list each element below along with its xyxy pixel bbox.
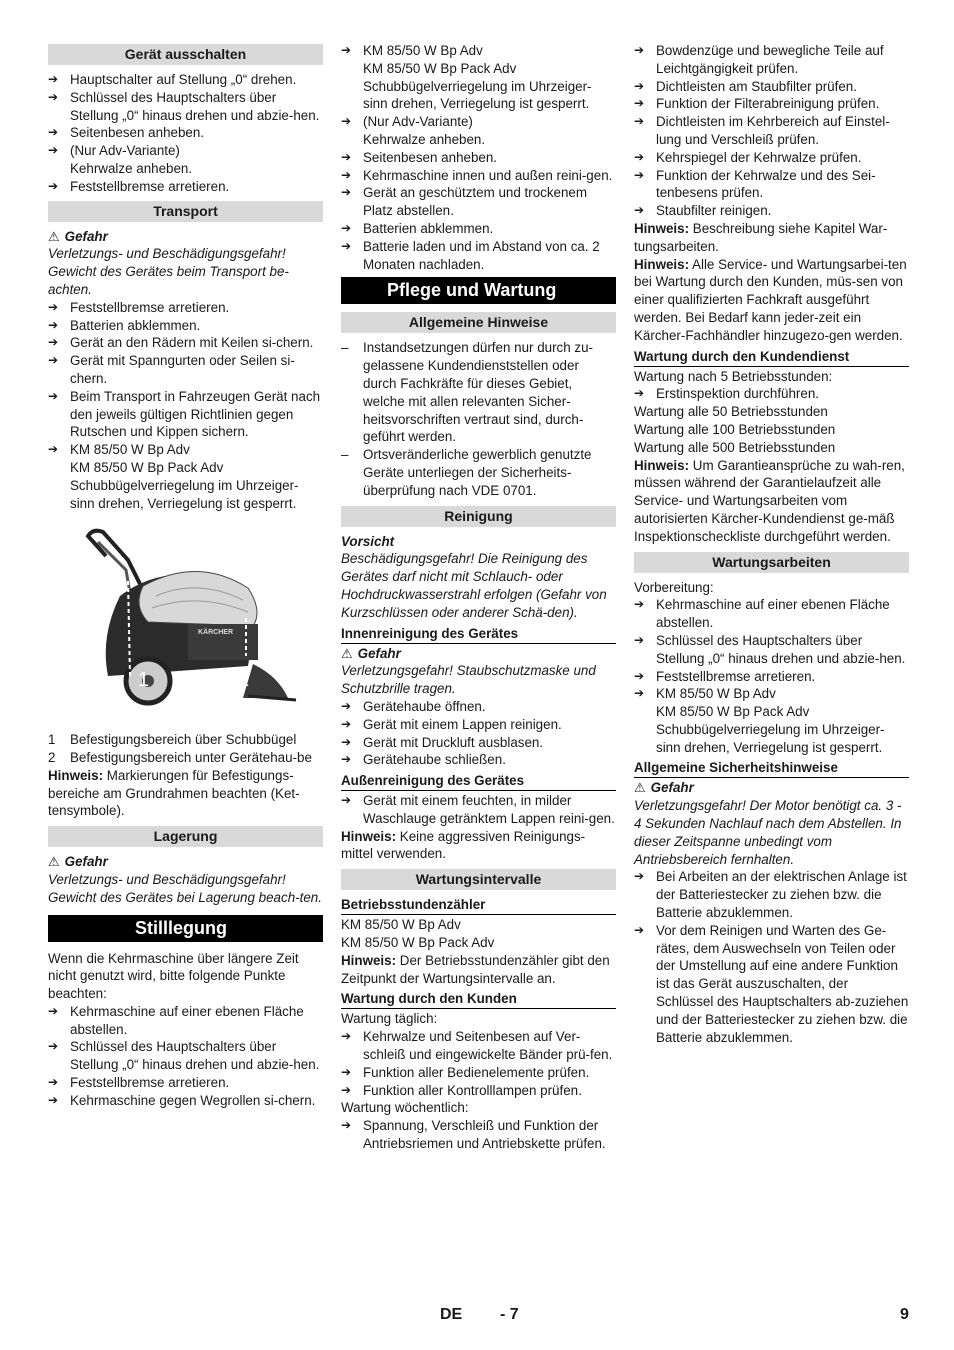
list-item: ➔ (Nur Adv-Variante) (48, 143, 180, 159)
list-item: ➔ Seitenbesen anheben. (341, 149, 498, 165)
arrow-icon: ➔ (48, 178, 59, 193)
list-item: ➔ Feststellbremse arretieren. (48, 178, 230, 194)
paragraph: Wenn die Kehrmaschine über längere Zeit nicht genutzt wird, bitte folgende Punkte beachten: (48, 950, 299, 1002)
hinweis-paragraph: Hinweis: Der Betriebsstundenzähler gibt den Zeitpunkt der Wartungsintervalle an. (341, 952, 610, 986)
subheading-wartung-kunde: Wartung durch den Kunden (341, 990, 616, 1009)
paragraph: Wartung wöchentlich: (341, 1100, 469, 1116)
arrow-icon: ➔ (341, 1082, 352, 1097)
arrow-icon: ➔ (341, 716, 352, 731)
list-item: ➔ Kehrmaschine auf einer ebenen Fläche abstellen. (634, 597, 890, 631)
heading-lagerung: Lagerung (48, 826, 323, 847)
arrow-icon: ➔ (341, 698, 352, 713)
list-item: ➔ Feststellbremse arretieren. (48, 1075, 230, 1091)
arrow-icon: ➔ (634, 386, 645, 401)
subheading-sicherheitshinweise: Allgemeine Sicherheitshinweise (634, 759, 909, 778)
arrow-icon: ➔ (634, 43, 645, 57)
figure-label-1: 1 (138, 669, 150, 692)
column-1 (48, 42, 323, 1110)
subheading-wartung-kundendienst: Wartung durch den Kundendienst (634, 348, 909, 367)
arrow-icon: ➔ (48, 1075, 59, 1090)
legend-item: 1 Befestigungsbereich über Schubbügel (48, 732, 297, 748)
list-item: ➔ KM 85/50 W Bp Adv (48, 442, 190, 458)
arrow-icon: ➔ (634, 922, 645, 937)
heading-pflege-und-wartung: Pflege und Wartung (341, 277, 616, 304)
list-item-continuation: Kehrwalze anheben. (70, 160, 193, 176)
caution-text: Beschädigungsgefahr! Die Reinigung des Gerätes darf nicht mit Schlauch- oder Hochdruckwasserstrahl erfolgen (Gefahr von Kurzschlüssen oder anderer Schä-den). (341, 551, 607, 620)
list-item: ➔ Spannung, Verschleiß und Funktion der Antriebsriemen und Antriebskette prüfen. (341, 1118, 606, 1152)
list-item: ➔ Erstinspektion durchführen. (634, 386, 820, 402)
sweeper-figure (48, 526, 323, 716)
legend-item: 2 Befestigungsbereich unter Gerätehau-be (48, 749, 312, 765)
paragraph: Wartung alle 50 Betriebsstunden (634, 404, 828, 420)
figure-label-2: 2 (238, 669, 250, 692)
paragraph: Vorbereitung: (634, 579, 714, 595)
arrow-icon: ➔ (341, 149, 352, 164)
list-item: ➔ Schlüssel des Hauptschalters über Stellung „0“ hinaus drehen und abzie-hen. (634, 632, 906, 666)
arrow-icon: ➔ (341, 1118, 352, 1133)
arrow-icon: ➔ (48, 1039, 59, 1054)
list-item: ➔ Kehrwalze und Seitenbesen auf Ver-schleiß und eingewickelte Bänder prü-fen. (341, 1029, 613, 1063)
subheading-aussenreinigung: Außenreinigung des Gerätes (341, 772, 616, 791)
list-item: ➔ Kehrmaschine gegen Wegrollen si-chern. (48, 1092, 316, 1108)
list-item: ➔ (Nur Adv-Variante) (341, 114, 473, 130)
list-item: ➔ Gerät an geschütztem und trockenem Platz abstellen. (341, 185, 588, 219)
footer-page-number: 9 (900, 1306, 909, 1323)
brand-logo: KÄRCHER (198, 629, 233, 637)
list-item: ➔ Kehrmaschine auf einer ebenen Fläche abstellen. (48, 1003, 304, 1037)
warning-triangle-icon: ⚠ (48, 228, 60, 244)
list-item: ➔ Batterie laden und im Abstand von ca. 2 Monaten nachladen. (341, 238, 600, 272)
arrow-icon: ➔ (48, 1003, 59, 1018)
arrow-icon: ➔ (48, 317, 59, 332)
arrow-icon: ➔ (341, 114, 352, 129)
arrow-icon: ➔ (48, 72, 59, 86)
list-item: ➔ Kehrmaschine innen und außen reini-gen. (341, 167, 613, 183)
arrow-icon: ➔ (634, 149, 645, 164)
arrow-icon: ➔ (341, 734, 352, 749)
arrow-icon: ➔ (634, 869, 645, 884)
arrow-icon: ➔ (634, 203, 645, 218)
arrow-icon: ➔ (634, 632, 645, 647)
list-item: – Instandsetzungen dürfen nur durch zu-gelassene Kundendienststellen oder durch Fachkräfte für dieses Gebiet, welche mit allen relevanten Sicher-heitsvorschriften vertraut sind, durch-geführt werden. (341, 340, 594, 445)
list-item: ➔ Funktion aller Kontrolllampen prüfen. (341, 1082, 582, 1098)
arrow-icon: ➔ (634, 96, 645, 111)
list-item: ➔ Gerät mit einem Lappen reinigen. (341, 716, 562, 732)
hinweis-paragraph: Hinweis: Keine aggressiven Reinigungs-mittel verwenden. (341, 828, 586, 862)
paragraph: Wartung alle 500 Betriebsstunden (634, 439, 836, 455)
heading-wartungsintervalle: Wartungsintervalle (341, 869, 616, 890)
list-item: ➔ Seitenbesen anheben. (48, 125, 205, 141)
arrow-icon: ➔ (48, 143, 59, 158)
arrow-icon: ➔ (341, 43, 352, 57)
list-item: ➔ Staubfilter reinigen. (634, 203, 772, 219)
hinweis-paragraph: Hinweis: Um Garantieansprüche zu wah-ren, müssen während der Garantielaufzeit alle Service- und Wartungsarbeiten vom autorisierten Kärcher-Kundendienst ge-mäß Inspektionscheckliste durchgeführt werden. (634, 457, 905, 544)
list-item: ➔ KM 85/50 W Bp Adv (341, 43, 483, 58)
arrow-icon: ➔ (634, 114, 645, 129)
list-item: ➔ Gerät mit Druckluft ausblasen. (341, 734, 544, 750)
warning-triangle-icon: ⚠ (341, 645, 353, 661)
arrow-icon: ➔ (341, 220, 352, 235)
list-item: ➔ Gerät an den Rädern mit Keilen si-chern. (48, 335, 314, 351)
list-item-continuation: Schubbügelverriegelung im Uhrzeiger-sinn drehen, Verriegelung ist gesperrt. (656, 721, 885, 755)
list-item-continuation: KM 85/50 W Bp Pack Adv (363, 60, 517, 76)
caution-title: Vorsicht (341, 533, 395, 549)
warning-title: ⚠ Gefahr (634, 780, 694, 796)
arrow-icon: ➔ (341, 1064, 352, 1079)
heading-wartungsarbeiten: Wartungsarbeiten (634, 552, 909, 573)
heading-geraet-ausschalten: Gerät ausschalten (48, 44, 323, 65)
list-item: ➔ Gerätehaube schließen. (341, 752, 506, 768)
subheading-innenreinigung: Innenreinigung des Gerätes (341, 625, 616, 644)
arrow-icon: ➔ (341, 167, 352, 182)
arrow-icon: ➔ (48, 353, 59, 368)
arrow-icon: ➔ (341, 1029, 352, 1044)
hinweis-paragraph: Hinweis: Alle Service- und Wartungsarbei-ten bei Wartung durch den Kunden, müs-sen von einer qualifizierten Fachkraft ausgeführt werden. Bei Bedarf kann jeder-zeit ein Kärcher-Fachhändler hinzugezo-gen werden. (634, 256, 907, 343)
list-item: ➔ Gerätehaube öffnen. (341, 698, 486, 714)
model-line: KM 85/50 W Bp Adv (341, 917, 461, 933)
arrow-icon: ➔ (341, 793, 352, 808)
list-item: – Ortsveränderliche gewerblich genutzte Geräte unterliegen der Sicherheits-überprüfung nach VDE 0701. (341, 447, 592, 498)
list-item: ➔ Schlüssel des Hauptschalters über Stellung „0“ hinaus drehen und abzie-hen. (48, 1039, 320, 1073)
list-item-continuation: Schubbügelverriegelung im Uhrzeiger-sinn drehen, Verriegelung ist gesperrt. (363, 78, 592, 112)
list-item: ➔ Hauptschalter auf Stellung „0“ drehen. (48, 72, 297, 87)
paragraph: Wartung nach 5 Betriebsstunden: (634, 368, 833, 384)
warning-title: ⚠ Gefahr (48, 228, 108, 244)
arrow-icon: ➔ (48, 125, 59, 140)
arrow-icon: ➔ (341, 185, 352, 200)
warning-text: Verletzungsgefahr! Der Motor benötigt ca. 3 - 4 Sekunden Nachlauf nach dem Abstellen. In dieser Zeitspanne unbedingt vom Antriebsbereich fernhalten. (634, 798, 902, 867)
arrow-icon: ➔ (634, 167, 645, 182)
warning-triangle-icon: ⚠ (48, 854, 60, 870)
arrow-icon: ➔ (48, 89, 59, 104)
list-item: ➔ Schlüssel des Hauptschalters über Stellung „0“ hinaus drehen und abzie-hen. (48, 89, 320, 123)
model-line: KM 85/50 W Bp Pack Adv (341, 935, 495, 951)
column-2 (341, 42, 616, 1153)
footer-page-ref: - 7 (500, 1306, 519, 1323)
heading-transport: Transport (48, 201, 323, 222)
list-item: ➔ Batterien abklemmen. (48, 317, 201, 333)
list-item: ➔ Funktion der Filterabreinigung prüfen. (634, 96, 880, 112)
paragraph: Wartung täglich: (341, 1011, 438, 1027)
arrow-icon: ➔ (634, 668, 645, 683)
heading-allgemeine-hinweise: Allgemeine Hinweise (341, 312, 616, 333)
paragraph: Wartung alle 100 Betriebsstunden (634, 421, 836, 437)
list-item: ➔ Gerät mit Spanngurten oder Seilen si-chern. (48, 353, 295, 386)
list-item: ➔ Bei Arbeiten an der elektrischen Anlage ist der Batteriestecker zu ziehen bzw. die Batterie abzuklemmen. (634, 869, 907, 921)
warning-text: Verletzungs- und Beschädigungsgefahr! Gewicht des Gerätes beim Transport be-achten. (48, 246, 289, 297)
warning-title: ⚠ Gefahr (341, 645, 401, 661)
list-item: ➔ Dichtleisten im Kehrbereich auf Einstel-lung und Verschleiß prüfen. (634, 114, 890, 147)
hinweis-paragraph: Hinweis: Markierungen für Befestigungs-bereiche am Grundrahmen beachten (Ket-tensymbole). (48, 767, 300, 819)
arrow-icon: ➔ (341, 752, 352, 767)
warning-title: ⚠ Gefahr (48, 854, 108, 870)
list-item: ➔ Gerät mit einem feuchten, in milder Waschlauge getränktem Lappen reini-gen. (341, 793, 615, 826)
arrow-icon: ➔ (48, 335, 59, 350)
list-item: ➔ Feststellbremse arretieren. (634, 668, 816, 684)
list-item-continuation: KM 85/50 W Bp Pack Adv (70, 459, 224, 475)
heading-stilllegung: Stilllegung (48, 915, 323, 942)
list-item: ➔ Funktion der Kehrwalze und des Sei-tenbesens prüfen. (634, 167, 876, 201)
subheading-betriebsstundenzaehler: Betriebsstundenzähler (341, 896, 616, 915)
list-item-continuation: Schubbügelverriegelung im Uhrzeiger-sinn drehen, Verriegelung ist gesperrt. (70, 477, 299, 511)
list-item: ➔ Dichtleisten am Staubfilter prüfen. (634, 78, 857, 94)
list-item-continuation: Kehrwalze anheben. (363, 131, 486, 147)
arrow-icon: ➔ (634, 597, 645, 612)
arrow-icon: ➔ (634, 78, 645, 93)
list-item-continuation: KM 85/50 W Bp Pack Adv (656, 704, 810, 720)
list-item: ➔ Beim Transport in Fahrzeugen Gerät nach den jeweils gültigen Richtlinien gegen Rutschen und Kippen sichern. (48, 388, 321, 440)
warning-text: Verletzungsgefahr! Staubschutzmaske und Schutzbrille tragen. (341, 663, 596, 697)
heading-reinigung: Reinigung (341, 506, 616, 527)
warning-triangle-icon: ⚠ (634, 780, 646, 796)
list-item: ➔ Funktion aller Bedienelemente prüfen. (341, 1064, 590, 1080)
list-item: ➔ Bowdenzüge und bewegliche Teile auf Leichtgängigkeit prüfen. (634, 43, 884, 76)
hinweis-paragraph: Hinweis: Beschreibung siehe Kapitel War-tungsarbeiten. (634, 220, 888, 254)
warning-text: Verletzungs- und Beschädigungsgefahr! Gewicht des Gerätes bei Lagerung beach-ten. (48, 871, 322, 905)
arrow-icon: ➔ (48, 299, 59, 314)
list-item: ➔ Feststellbremse arretieren. (48, 299, 230, 315)
list-item: ➔ Kehrspiegel der Kehrwalze prüfen. (634, 149, 862, 165)
arrow-icon: ➔ (48, 388, 59, 403)
arrow-icon: ➔ (341, 238, 352, 253)
arrow-icon: ➔ (48, 1092, 59, 1107)
list-item: ➔ KM 85/50 W Bp Adv (634, 686, 776, 702)
arrow-icon: ➔ (48, 442, 59, 457)
arrow-icon: ➔ (634, 686, 645, 701)
column-3 (634, 42, 909, 1046)
footer-language: DE (440, 1306, 463, 1323)
list-item: ➔ Batterien abklemmen. (341, 220, 494, 236)
list-item: ➔ Vor dem Reinigen und Warten des Ge-rätes, dem Auswechseln von Teilen oder der Umstellung auf eine andere Funktion ist das Gerät auszuschalten, der Schlüssel des Hauptschalters ab-zuziehen und der Batteriestecker zu ziehen bzw. die Batterie abzuklemmen. (634, 922, 909, 1045)
